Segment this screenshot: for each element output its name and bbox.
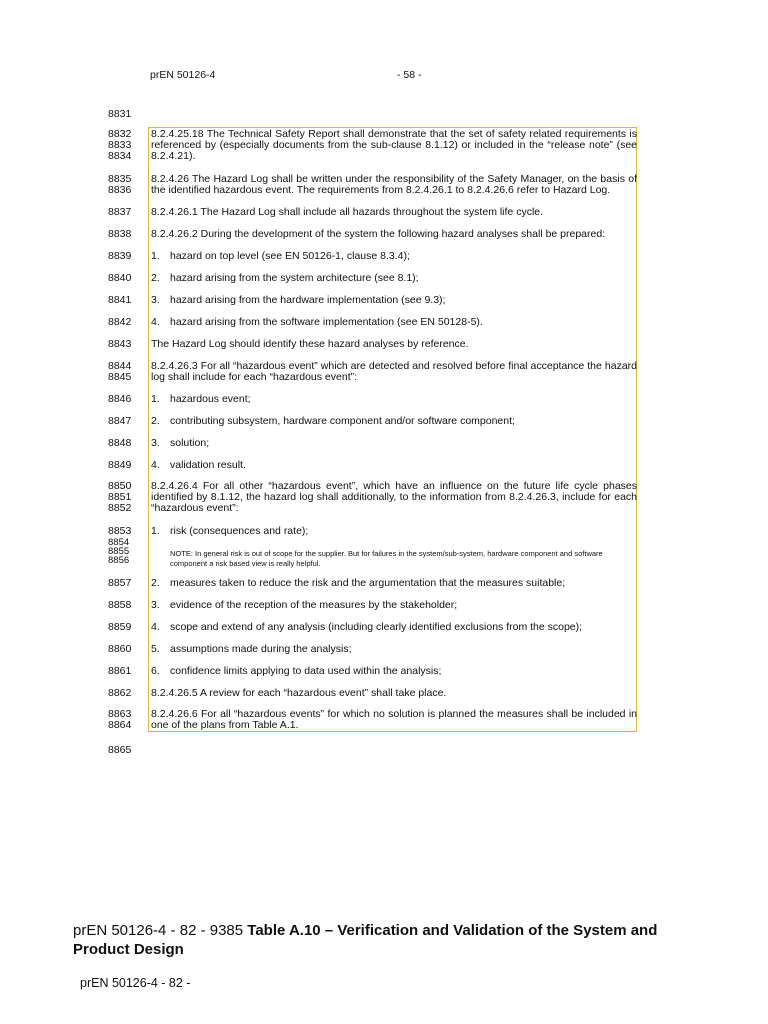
list-item	[151, 438, 209, 449]
line-number: 8863	[108, 708, 132, 720]
paragraph-8-2-4-26-2: 8.2.4.26.2 During the development of the system the following hazard analyses shall be prepared:	[151, 228, 606, 240]
list-text: evidence of the reception of the measures by the stakeholder;	[170, 599, 458, 611]
list-number: 2.	[151, 272, 160, 284]
footer-ref: prEN 50126-4 - 82 - 9385	[73, 922, 248, 939]
line-number: 8864	[108, 719, 132, 731]
list-item	[151, 416, 515, 427]
paragraph-identify-reference: The Hazard Log should identify these hazard analyses by reference.	[151, 338, 469, 350]
line-number: 8861	[108, 665, 132, 677]
line-number: 8844	[108, 360, 132, 372]
list-item	[151, 460, 246, 471]
list-text: validation result.	[170, 459, 246, 471]
list-text: hazard on top level (see EN 50126-1, clause 8.3.4);	[170, 250, 410, 262]
line-number: 8845	[108, 371, 132, 383]
line-number: 8854	[108, 537, 130, 548]
list-item	[151, 295, 445, 306]
line-number: 8848	[108, 437, 132, 449]
note-text: NOTE: In general risk is out of scope for the supplier. But for failures in the system/sub-system, hardware component and software component a risk based view is really helpful.	[170, 549, 603, 568]
footer-table-heading	[73, 921, 713, 959]
list-number: 2.	[151, 415, 160, 427]
footer-page-reference: prEN 50126-4 - 82 -	[80, 976, 191, 990]
list-text: confidence limits applying to data used within the analysis;	[170, 665, 442, 677]
list-text: solution;	[170, 437, 210, 449]
list-text: contributing subsystem, hardware component and/or software component;	[170, 415, 515, 427]
list-item	[151, 666, 441, 677]
line-number: 8851	[108, 491, 132, 503]
list-item	[151, 251, 410, 262]
list-number: 4.	[151, 316, 160, 328]
header-page-number: - 58 -	[397, 69, 422, 81]
list-item	[151, 644, 352, 655]
list-number: 5.	[151, 643, 160, 655]
list-text: hazardous event;	[170, 393, 251, 405]
list-text: hazard arising from the software implementation (see EN 50128-5).	[170, 316, 483, 328]
line-number: 8856	[108, 555, 130, 566]
line-number: 8846	[108, 393, 132, 405]
line-number: 8839	[108, 250, 132, 262]
paragraph-8-2-4-26-5: 8.2.4.26.5 A review for each “hazardous event” shall take place.	[151, 687, 447, 699]
paragraph-8-2-4-25-18: 8.2.4.25.18 The Technical Safety Report shall demonstrate that the set of safety related requirements is referenced by (especially documents from the sub-clause 8.1.12) or included in the “release note” (see 8.2.4.21).	[151, 128, 637, 162]
line-number: 8838	[108, 228, 132, 240]
paragraph-8-2-4-26-4: 8.2.4.26.4 For all other “hazardous event”, which have an influence on the future life cycle phases identified by 8.1.12, the hazard log shall additionally, to the information from 8.2.4.26.3, include for each “hazardous event”:	[151, 480, 637, 514]
line-number: 8835	[108, 173, 132, 185]
list-text: measures taken to reduce the risk and the argumentation that the measures suitable;	[170, 577, 566, 589]
line-number: 8862	[108, 687, 132, 699]
line-number: 8842	[108, 316, 132, 328]
line-number: 8836	[108, 184, 132, 196]
paragraph-8-2-4-26-3: 8.2.4.26.3 For all “hazardous event” which are detected and resolved before final acceptance the hazard log shall include for each “hazardous event”:	[151, 360, 637, 383]
list-item	[151, 526, 308, 537]
line-number: 8857	[108, 577, 132, 589]
line-number: 8860	[108, 643, 132, 655]
line-number: 8847	[108, 415, 132, 427]
line-number: 8850	[108, 480, 132, 492]
list-item	[151, 600, 457, 611]
list-number: 3.	[151, 437, 160, 449]
list-number: 6.	[151, 665, 160, 677]
list-item	[151, 317, 483, 328]
list-number: 1.	[151, 393, 160, 405]
list-item	[151, 394, 251, 405]
line-number: 8859	[108, 621, 132, 633]
header-document-id: prEN 50126-4	[150, 69, 216, 81]
line-number: 8832	[108, 128, 132, 140]
list-item	[151, 622, 582, 633]
line-number: 8853	[108, 525, 132, 537]
paragraph-8-2-4-26-1: 8.2.4.26.1 The Hazard Log shall include all hazards throughout the system life cycle.	[151, 206, 544, 218]
list-number: 1.	[151, 250, 160, 262]
list-number: 4.	[151, 459, 160, 471]
line-number: 8849	[108, 459, 132, 471]
line-number: 8837	[108, 206, 132, 218]
table-title: Table A.10 – Verification and Validation of the System and Product Design	[73, 922, 658, 958]
list-number: 1.	[151, 525, 160, 537]
line-number: 8831	[108, 108, 132, 120]
list-number: 3.	[151, 294, 160, 306]
list-text: hazard arising from the system architecture (see 8.1);	[170, 272, 419, 284]
paragraph-8-2-4-26: 8.2.4.26 The Hazard Log shall be written under the responsibility of the Safety Manager, on the basis of the identified hazardous event. The requirements from 8.2.4.26.1 to 8.2.4.26.6 refer to Hazard Log.	[151, 173, 637, 196]
line-number: 8833	[108, 139, 132, 151]
line-number: 8841	[108, 294, 132, 306]
list-text: assumptions made during the analysis;	[170, 643, 352, 655]
list-text: hazard arising from the hardware implementation (see 9.3);	[170, 294, 446, 306]
line-number: 8858	[108, 599, 132, 611]
line-number: 8855	[108, 546, 130, 557]
list-number: 4.	[151, 621, 160, 633]
line-number: 8865	[108, 744, 132, 756]
list-text: scope and extend of any analysis (including clearly identified exclusions from the scope);	[170, 621, 583, 633]
line-number: 8843	[108, 338, 132, 350]
list-number: 2.	[151, 577, 160, 589]
list-number: 3.	[151, 599, 160, 611]
list-text: risk (consequences and rate);	[170, 525, 309, 537]
line-number: 8852	[108, 502, 132, 514]
paragraph-8-2-4-26-6: 8.2.4.26.6 For all “hazardous events” for which no solution is planned the measures shall be included in one of the plans from Table A.1.	[151, 708, 637, 731]
list-item	[151, 578, 565, 589]
line-number: 8840	[108, 272, 132, 284]
list-item	[151, 273, 419, 284]
line-number: 8834	[108, 150, 132, 162]
